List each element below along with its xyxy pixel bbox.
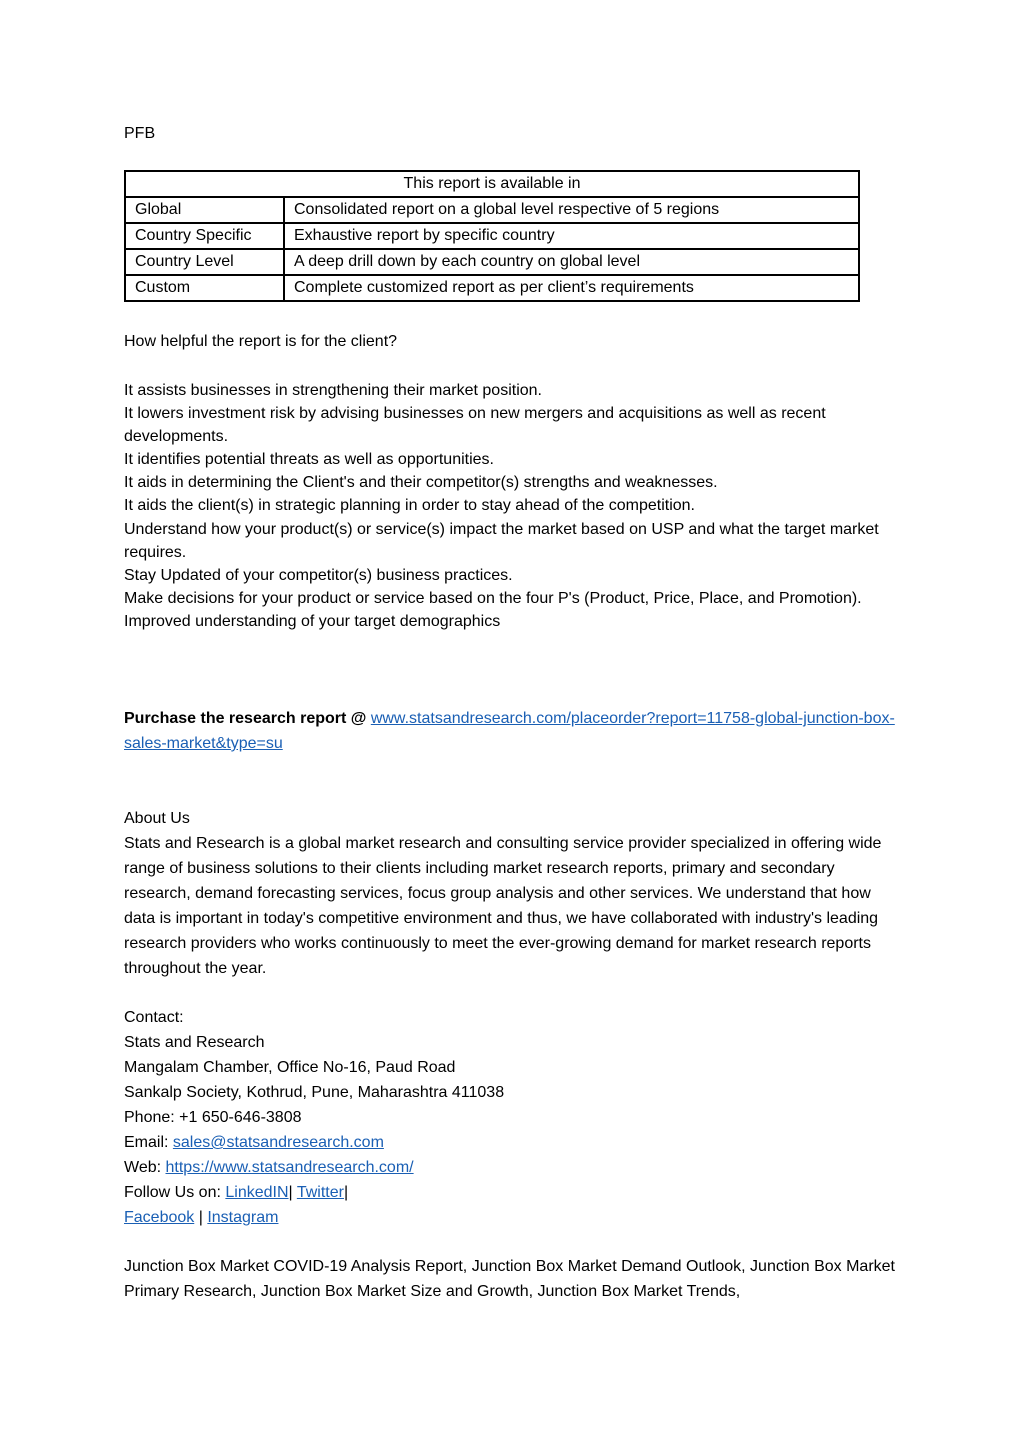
about-body: Stats and Research is a global market research and consulting service provider specialized in offering wide range of business solutions to their clients including market research reports, primary and secondary research, demand forecasting services, focus group analysis and other services. We understand that how data is important in today's competitive environment and thus, we have collaborated with industry's leading research providers who works continuously to meet the ever-growing demand for market research reports throughout the year.: [124, 835, 882, 977]
report-desc-cell: Consolidated report on a global level respective of 5 regions: [284, 197, 859, 223]
twitter-link[interactable]: Twitter: [296, 1184, 344, 1201]
facebook-link[interactable]: Facebook: [124, 1209, 195, 1226]
table-row: [125, 275, 859, 301]
contact-section: [124, 1005, 896, 1230]
social-line: [124, 1180, 896, 1205]
contact-phone: Phone: +1 650-646-3808: [124, 1109, 302, 1126]
report-desc-cell: Exhaustive report by specific country: [284, 223, 859, 249]
benefits-list: [124, 379, 896, 633]
report-desc-cell: Complete customized report as per client’s requirements: [284, 275, 859, 301]
report-desc-cell: A deep drill down by each country on global level: [284, 249, 859, 275]
contact-company: Stats and Research: [124, 1034, 265, 1051]
benefit-item: It aids in determining the Client's and their competitor(s) strengths and weaknesses.: [124, 474, 718, 492]
benefit-item: Understand how your product(s) or service(s) impact the market based on USP and what the target market requires.: [124, 520, 879, 561]
web-label: Web:: [124, 1159, 166, 1176]
instagram-link[interactable]: Instagram: [207, 1209, 279, 1226]
report-type-cell: Country Specific: [125, 223, 284, 249]
keyword-tags: Junction Box Market COVID-19 Analysis Report, Junction Box Market Demand Outlook, Junction Box Market Primary Research, Junction Box Market Size and Growth, Junction Box Market Trends,: [124, 1258, 895, 1300]
benefit-item: It assists businesses in strengthening their market position.: [124, 382, 542, 399]
benefit-item: It lowers investment risk by advising businesses on new mergers and acquisitions as well as recent developments.: [124, 405, 826, 446]
purchase-label: Purchase the research report @: [124, 710, 371, 727]
contact-email-line: [124, 1130, 896, 1155]
web-link[interactable]: https://www.statsandresearch.com/: [165, 1159, 414, 1176]
table-header: This report is available in: [125, 171, 859, 197]
question-heading: How helpful the report is for the client?: [124, 333, 398, 350]
contact-web-line: [124, 1155, 896, 1180]
contact-heading: Contact:: [124, 1009, 184, 1026]
purchase-paragraph: [124, 706, 896, 756]
about-section: [124, 806, 896, 981]
table-header-row: [125, 171, 859, 197]
email-link[interactable]: sales@statsandresearch.com: [172, 1134, 384, 1151]
about-heading: About Us: [124, 810, 190, 827]
benefit-item: It identifies potential threats as well as opportunities.: [124, 451, 494, 469]
report-type-cell: Global: [125, 197, 284, 223]
pfb-label: PFB: [124, 125, 156, 142]
email-label: Email:: [124, 1134, 173, 1151]
benefit-item: Stay Updated of your competitor(s) business practices.: [124, 566, 513, 584]
table-row: [125, 223, 859, 249]
linkedin-link[interactable]: LinkedIN: [225, 1184, 289, 1201]
benefit-item: Make decisions for your product or service based on the four P's (Product, Price, Place, and Promotion).: [124, 589, 862, 607]
report-type-cell: Custom: [125, 275, 284, 301]
benefit-item: Improved understanding of your target demographics: [124, 612, 501, 630]
separator: |: [343, 1184, 349, 1201]
report-type-cell: Country Level: [125, 249, 284, 275]
table-row: [125, 197, 859, 223]
contact-address-line1: Mangalam Chamber, Office No-16, Paud Road: [124, 1059, 456, 1076]
table-row: [125, 249, 859, 275]
separator: |: [288, 1184, 293, 1201]
separator: |: [198, 1209, 203, 1226]
social-line-2: [124, 1205, 896, 1230]
contact-address-line2: Sankalp Society, Kothrud, Pune, Maharashtra 411038: [124, 1084, 505, 1101]
benefit-item: It aids the client(s) in strategic planning in order to stay ahead of the competition.: [124, 497, 695, 515]
purchase-link[interactable]: www.statsandresearch.com/placeorder?report=11758-global-junction-box-sales-market&type=su: [124, 710, 895, 752]
availability-table: [124, 170, 860, 302]
follow-label: Follow Us on:: [124, 1184, 226, 1201]
